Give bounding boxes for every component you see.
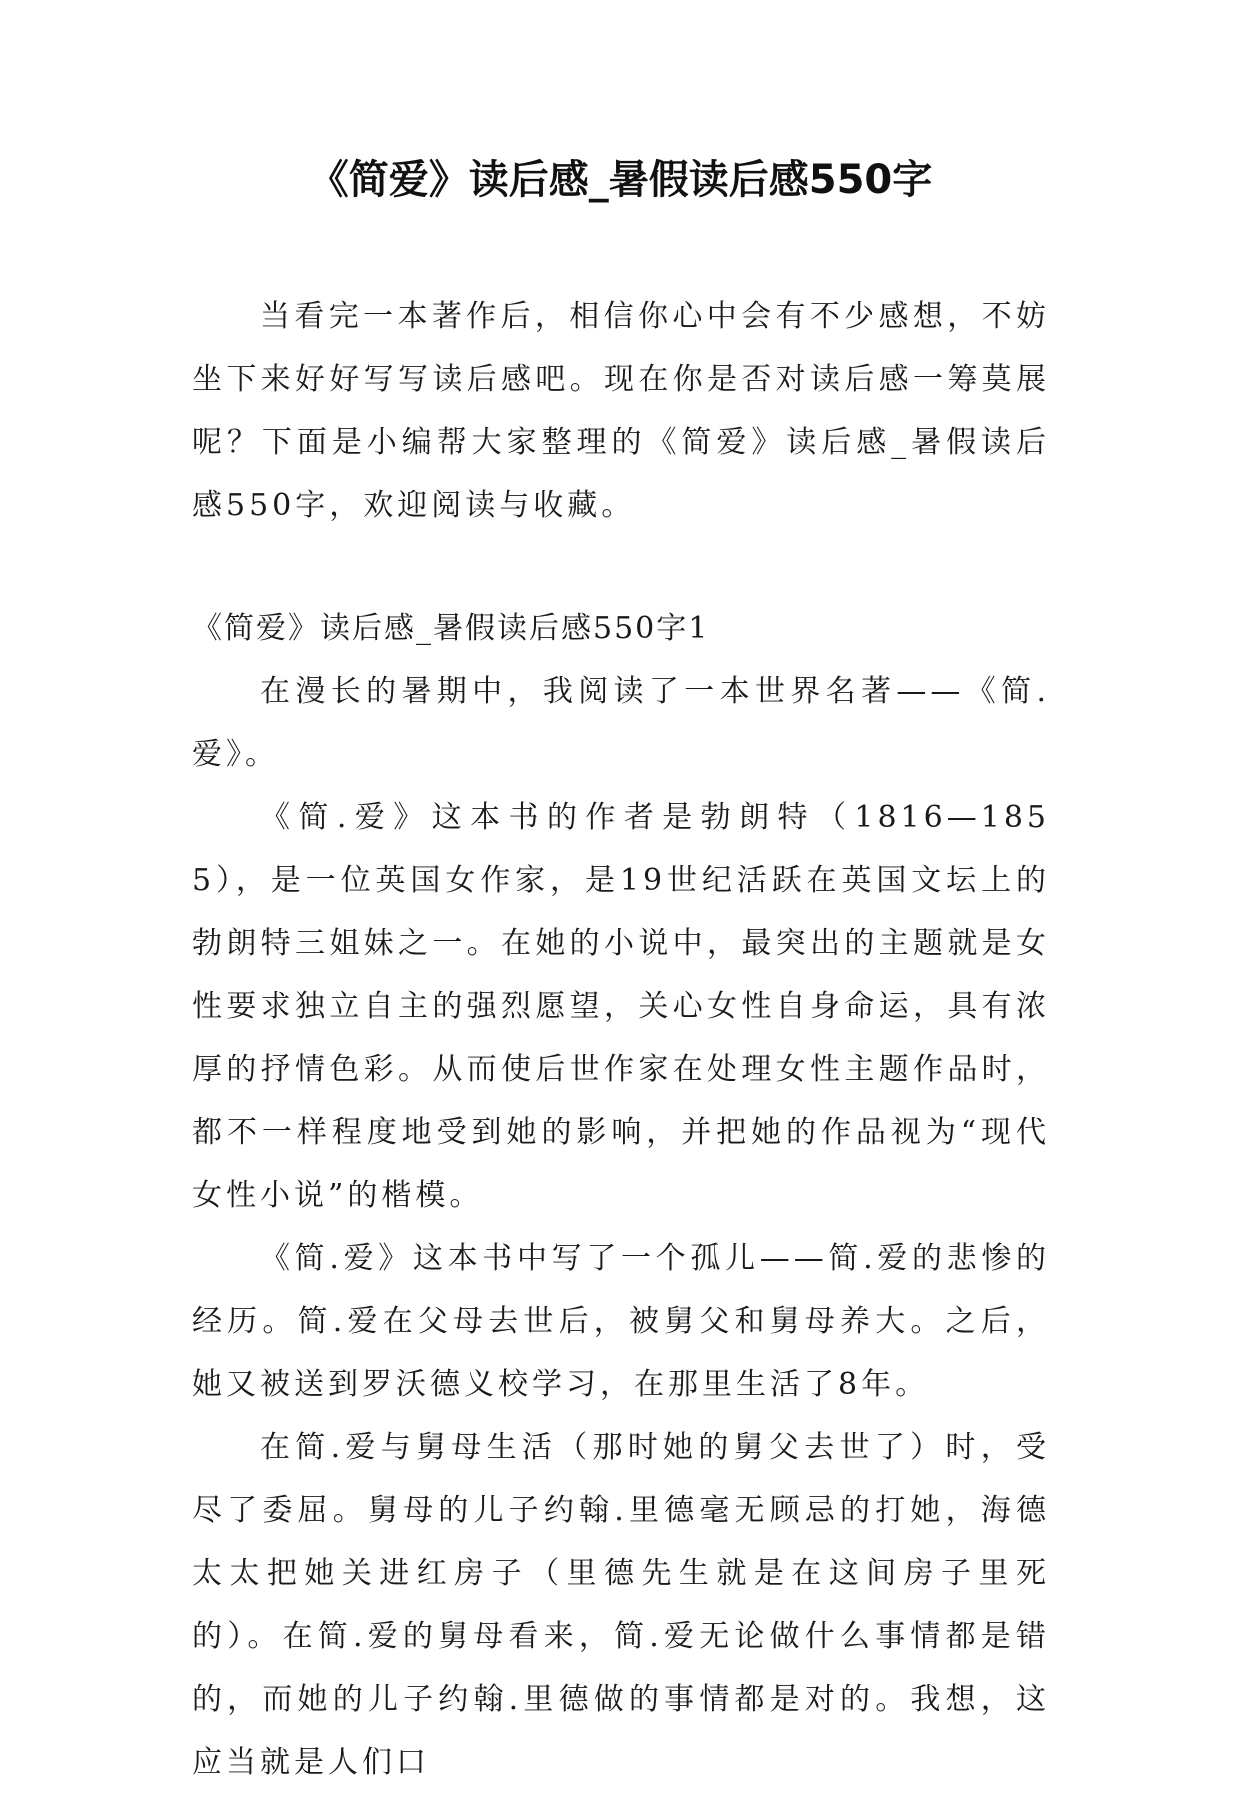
body-paragraph: 《简.爱》这本书中写了一个孤儿——简.爱的悲惨的经历。简.爱在父母去世后，被舅父和舅母养大。之后，她又被送到罗沃德义校学习，在那里生活了8年。	[192, 1241, 1050, 1402]
section-heading: 《简爱》读后感_暑假读后感550字1	[192, 611, 710, 646]
body-paragraph: 在简.爱与舅母生活（那时她的舅父去世了）时，受尽了委屈。舅母的儿子约翰.里德毫无顾忌的打她，海德太太把她关进红房子（里德先生就是在这间房子里死的）。在简.爱的舅母看来，简.爱无论做什么事情都是错的，而她的儿子约翰.里德做的事情都是对的。我想，这应当就是人们口	[192, 1430, 1050, 1780]
body-paragraph: 《简.爱》这本书的作者是勃朗特（1816—1855），是一位英国女作家，是19世纪活跃在英国文坛上的勃朗特三姐妹之一。在她的小说中，最突出的主题就是女性要求独立自主的强烈愿望，关心女性自身命运，具有浓厚的抒情色彩。从而使后世作家在处理女性主题作品时，都不一样程度地受到她的影响，并把她的作品视为“现代女性小说”的楷模。	[192, 800, 1050, 1213]
document-body	[192, 285, 1050, 1794]
intro-paragraph: 当看完一本著作后，相信你心中会有不少感想，不妨坐下来好好写写读后感吧。现在你是否对读后感一筹莫展呢？下面是小编帮大家整理的《简爱》读后感_暑假读后感550字，欢迎阅读与收藏。	[192, 299, 1050, 523]
paragraph-gap	[192, 537, 1050, 597]
body-paragraph: 在漫长的暑期中，我阅读了一本世界名著——《简.爱》。	[192, 674, 1050, 772]
document-title: 《简爱》读后感_暑假读后感550字	[308, 157, 933, 203]
